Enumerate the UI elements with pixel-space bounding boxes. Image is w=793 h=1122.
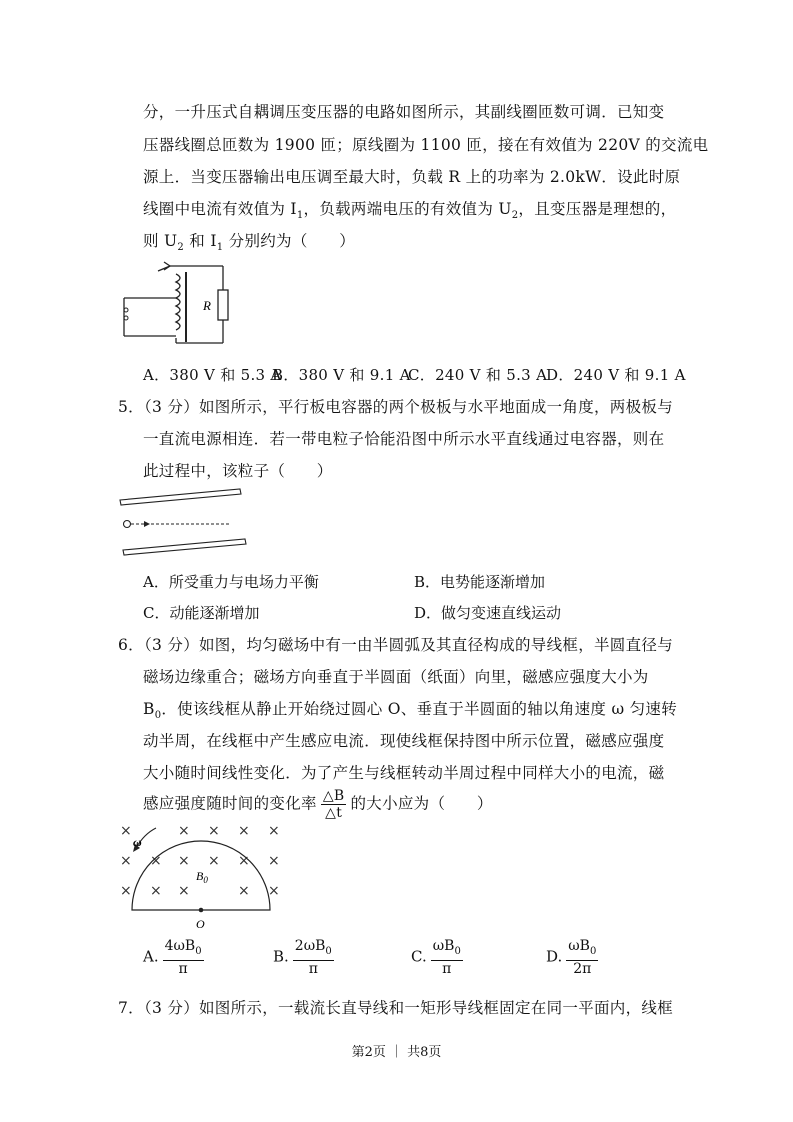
svg-text:×: × — [208, 853, 220, 869]
arrow-right-icon — [144, 521, 150, 527]
center-o-label: O — [196, 917, 205, 930]
svg-text:×: × — [178, 823, 190, 839]
q5-line-3: 此过程中，该粒子（ ） — [143, 462, 333, 480]
particle-icon — [124, 521, 131, 528]
svg-text:×: × — [238, 853, 250, 869]
rate-fraction: $\frac{\triangle B}{\triangle t}$ — [322, 788, 345, 821]
autotransformer-diagram — [118, 258, 236, 350]
q6-option-c: C. $\frac{\omega B_0}{\pi}$ — [411, 938, 461, 977]
q5-option-c: C．动能逐渐增加 — [143, 604, 260, 622]
center-point — [199, 908, 204, 913]
q6-line-5: 大小随时间线性变化．为了产生与线框转动半周过程中同样大小的电流，磁 — [143, 764, 665, 782]
q4-option-d: D．240 V 和 9.1 A — [546, 366, 686, 384]
q4-option-a: A．380 V 和 5.3 A — [143, 366, 282, 384]
q5-line-1: 5．（3 分）如图所示，平行板电容器的两个极板与水平地面成一角度，两极板与 — [118, 398, 674, 416]
q6-line-2: 磁场边缘重合；磁场方向垂直于半圆面（纸面）向里，磁感应强度大小为 — [143, 668, 649, 686]
svg-text:×: × — [238, 823, 250, 839]
svg-text:×: × — [208, 823, 220, 839]
q4-option-c: C．240 V 和 5.3 A — [408, 366, 548, 384]
q7-line-1: 7．（3 分）如图所示，一载流长直导线和一矩形导线框固定在同一平面内，线框 — [118, 999, 674, 1017]
svg-text:×: × — [178, 883, 190, 899]
q4-line-3: 源上．当变压器输出电压调至最大时，负载 R 上的功率为 2.0kW．设此时原 — [143, 168, 681, 186]
svg-text:×: × — [120, 823, 132, 839]
q6-option-b: B. $\frac{2\omega B_0}{\pi}$ — [273, 938, 332, 977]
q5-option-a: A．所受重力与电场力平衡 — [143, 573, 319, 591]
svg-text:×: × — [268, 883, 280, 899]
b0-label: $B_0$ — [196, 869, 208, 885]
svg-text:×: × — [238, 883, 250, 899]
q6-line-3: $B_0$．使该线框从静止开始绕过圆心 O、垂直于半圆面的轴以角速度 ω 匀速转 — [143, 700, 678, 722]
q5-line-2: 一直流电源相连．若一带电粒子恰能沿图中所示水平直线通过电容器，则在 — [143, 430, 665, 448]
upper-plate — [120, 489, 241, 505]
q6-line-4: 动半周，在线框中产生感应电流．现使线框保持图中所示位置，磁感应强度 — [143, 732, 665, 750]
magnetic-field-diagram — [116, 818, 286, 930]
svg-text:×: × — [268, 853, 280, 869]
q4-line-1: 分，一升压式自耦调压变压器的电路如图所示，其副线圈匝数可调．已知变 — [143, 103, 665, 121]
svg-text:×: × — [150, 883, 162, 899]
svg-text:×: × — [268, 823, 280, 839]
q4-line-2: 压器线圈总匝数为 1900 匝；原线圈为 1100 匝，接在有效值为 220V 的交流电 — [143, 136, 709, 154]
svg-text:×: × — [120, 853, 132, 869]
q5-option-b: B．电势能逐渐增加 — [414, 573, 546, 591]
q6-line-1: 6．（3 分）如图，均匀磁场中有一由半圆弧及其直径构成的导线框，半圆直径与 — [118, 636, 674, 654]
capacitor-diagram — [118, 484, 253, 560]
svg-text:×: × — [120, 883, 132, 899]
q5-option-d: D．做匀变速直线运动 — [414, 604, 562, 622]
svg-text:×: × — [150, 853, 162, 869]
page-footer: 第2页 ｜ 共8页 — [351, 1045, 442, 1060]
q4-line-4: 线圈中电流有效值为 $I_1$，负载两端电压的有效值为 $U_2$，且变压器是理想的， — [143, 200, 677, 222]
svg-text:×: × — [178, 853, 190, 869]
field-crosses — [120, 823, 280, 899]
resistor-label: R — [203, 298, 211, 313]
q6-line-6: 感应强度随时间的变化率 $\frac{\triangle B}{\triangle t}$ 的大小应为（ ） — [143, 788, 493, 821]
lower-plate — [123, 539, 246, 555]
q4-option-b: B．380 V 和 9.1 A — [272, 366, 411, 384]
q6-option-a: A. $\frac{4\omega B_0}{\pi}$ — [143, 938, 202, 977]
q4-line-5: 则 $U_2$ 和 $I_1$ 分别约为（ ） — [143, 232, 356, 254]
q6-option-d: D. $\frac{\omega B_0}{2\pi}$ — [546, 938, 597, 977]
omega-label: ω — [133, 835, 142, 849]
